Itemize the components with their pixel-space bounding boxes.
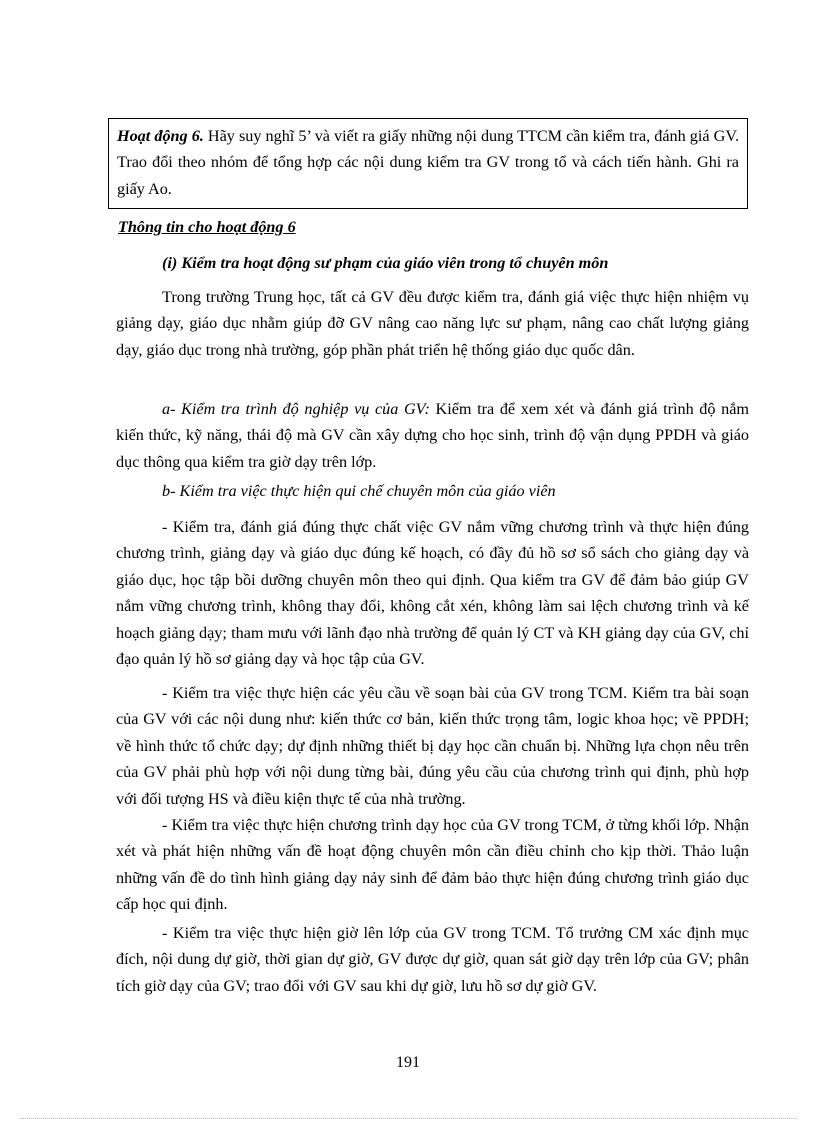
activity-box (108, 118, 748, 209)
paragraph-text: - Kiểm tra việc thực hiện các yêu cầu về soạn bài của GV trong TCM. Kiểm tra bài soạn của GV với các nội dung như: kiến thức cơ bản, kiến thức trọng tâm, logic khoa học; về PPDH; về hình thức tổ chức dạy; dự định những thiết bị dạy học cần chuẩn bị. Những lựa chọn nêu trên của GV phải phù hợp với nội dung từng bài, đúng yêu cầu của chương trình qui định, phù hợp với đối tượng HS và điều kiện thực tế của nhà trường. (116, 684, 749, 808)
subheading-b: b- Kiểm tra việc thực hiện qui chế chuyên môn của giáo viên (162, 482, 556, 500)
page-number: 191 (396, 1054, 420, 1071)
paragraph-text: - Kiểm tra việc thực hiện chương trình dạy học của GV trong TCM, ở từng khối lớp. Nhận xét và phát hiện những vấn đề hoạt động chuyên môn cần điều chỉnh cho kịp thời. Thảo luận những vấn đề do tình hình giảng dạy nảy sinh để đảm bảo thực hiện đúng chương trình giáo dục cấp học qui định. (116, 816, 749, 914)
paragraph-a (116, 396, 749, 475)
paragraph-a-lead: a- Kiểm tra trình độ nghiệp vụ của GV: (162, 400, 430, 418)
paragraph-a-text: Kiểm tra để xem xét và đánh giá trình độ nắm kiến thức, kỹ năng, thái độ mà GV cần xây dựng cho học sinh, trình độ vận dụng PPDH và giáo dục thông qua kiểm tra giờ dạy trên lớp. (116, 400, 749, 471)
section-title: (i) Kiểm tra hoạt động sư phạm của giáo viên trong tổ chuyên môn (162, 254, 609, 272)
paragraph-b4 (116, 920, 749, 999)
bottom-divider (20, 1118, 796, 1119)
paragraph-b3 (116, 812, 749, 918)
info-title: Thông tin cho hoạt động 6 (118, 218, 296, 236)
paragraph-b2 (116, 680, 749, 812)
paragraph-b1 (116, 514, 749, 672)
activity-lead: Hoạt động 6. (117, 127, 204, 145)
paragraph-text: Trong trường Trung học, tất cả GV đều được kiểm tra, đánh giá việc thực hiện nhiệm vụ giảng dạy, giáo dục nhằm giúp đỡ GV nâng cao năng lực sư phạm, nâng cao chất lượng giảng dạy, giáo dục trong nhà trường, góp phần phát triển hệ thống giáo dục quốc dân. (116, 288, 749, 359)
paragraph-text: - Kiểm tra, đánh giá đúng thực chất việc GV nắm vững chương trình và thực hiện đúng chương trình, giảng dạy và giáo dục đúng kế hoạch, có đầy đủ hồ sơ sổ sách cho giảng dạy và giáo dục, học tập bồi dưỡng chuyên môn theo qui định. Qua kiểm tra GV để đảm bảo giúp GV nắm vững chương trình, không thay đổi, không cắt xén, không làm sai lệch chương trình và kế hoạch giảng dạy; tham mưu với lãnh đạo nhà trường để quản lý CT và KH giảng dạy của GV, chỉ đạo quản lý hồ sơ giảng dạy và học tập của GV. (116, 518, 749, 669)
activity-text: Hãy suy nghĩ 5’ và viết ra giấy những nội dung TTCM cần kiểm tra, đánh giá GV. Trao đổi theo nhóm để tổng hợp các nội dung kiểm tra GV trong tổ và cách tiến hành. Ghi ra giấy Ao. (117, 127, 739, 198)
paragraph-text: - Kiểm tra việc thực hiện giờ lên lớp của GV trong TCM. Tổ trưởng CM xác định mục đích, nội dung dự giờ, thời gian dự giờ, GV được dự giờ, quan sát giờ dạy trên lớp của GV; phân tích giờ dạy của GV; trao đổi với GV sau khi dự giờ, lưu hồ sơ dự giờ GV. (116, 924, 749, 995)
paragraph-intro (116, 284, 749, 363)
